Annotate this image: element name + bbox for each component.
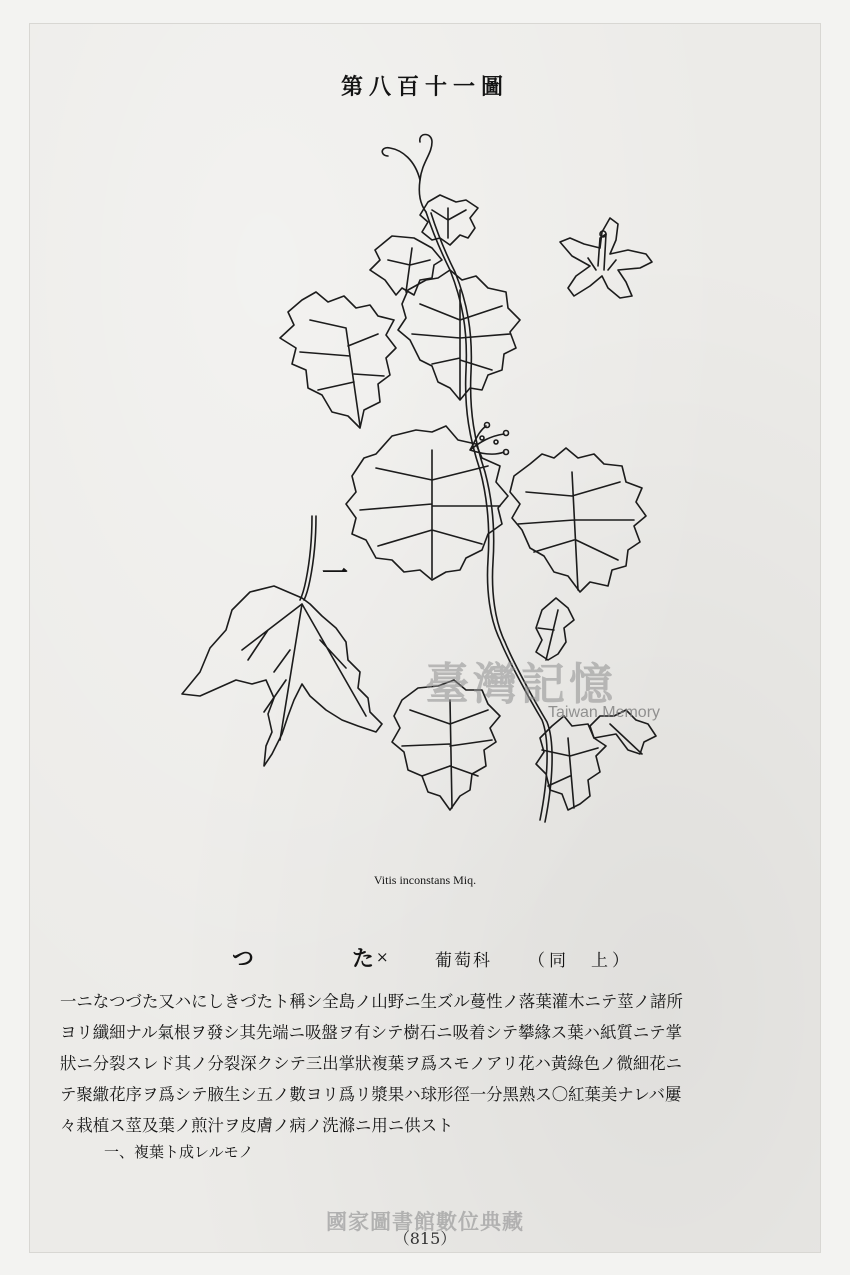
text-line: 狀ニ分裂スレド其ノ分裂深クシテ三出掌狀複葉ヲ爲スモノアリ花ハ黃綠色ノ微細花ニ: [60, 1054, 683, 1073]
vine-illustration: [170, 120, 670, 860]
figure-title: 第八百十一圖: [340, 74, 509, 100]
family-name: 葡萄科: [435, 951, 492, 971]
leaf-middle-left: [346, 426, 508, 580]
flower-cluster-drawing: [470, 423, 509, 455]
flower-detail-drawing: [560, 218, 652, 298]
text-line: ヨリ纖細ナル氣根ヲ發シ其先端ニ吸盤ヲ有シテ樹石ニ吸着シテ攀緣ス葉ハ紙質ニテ掌: [60, 1023, 683, 1042]
watermark-chinese: 臺灣記憶: [425, 659, 617, 710]
detached-leaf: [182, 586, 382, 766]
page-number: （815）: [393, 1229, 457, 1248]
tendril-drawing: [382, 135, 432, 213]
leaf-left-upper: [280, 292, 396, 428]
figure-note: 一、複葉ト成レルモノ: [104, 1143, 254, 1161]
figure-mark: 一: [322, 559, 349, 589]
watermark-english: Taiwan Memory: [548, 704, 661, 721]
text-line: 一ニなつづた又ハにしきづたト稱シ全島ノ山野ニ生ズル蔓性ノ落葉灌木ニテ莖ノ諸所: [60, 992, 683, 1011]
headword-kana-tsu: つ: [232, 946, 255, 972]
text-line: 々栽植ス莖及葉ノ煎汁ヲ皮膚ノ病ノ洗滌ニ用ニ供スト: [60, 1116, 454, 1135]
description-text: [60, 986, 800, 1141]
text-line: テ聚繖花序ヲ爲シテ腋生シ五ノ數ヨリ爲リ漿果ハ球形徑一分黑熟ス〇紅葉美ナレバ屢: [60, 1085, 682, 1104]
library-stamp: 國家圖書館數位典藏: [326, 1210, 524, 1234]
headword-symbol: ×: [376, 948, 389, 966]
figure-caption: Vitis inconstans Miq.: [373, 873, 477, 887]
stem-drawing: [426, 212, 547, 820]
detached-leaf-stem: [300, 516, 312, 600]
headword-note: （同 上）: [528, 951, 633, 971]
headword-kana-ta: た: [352, 946, 375, 972]
